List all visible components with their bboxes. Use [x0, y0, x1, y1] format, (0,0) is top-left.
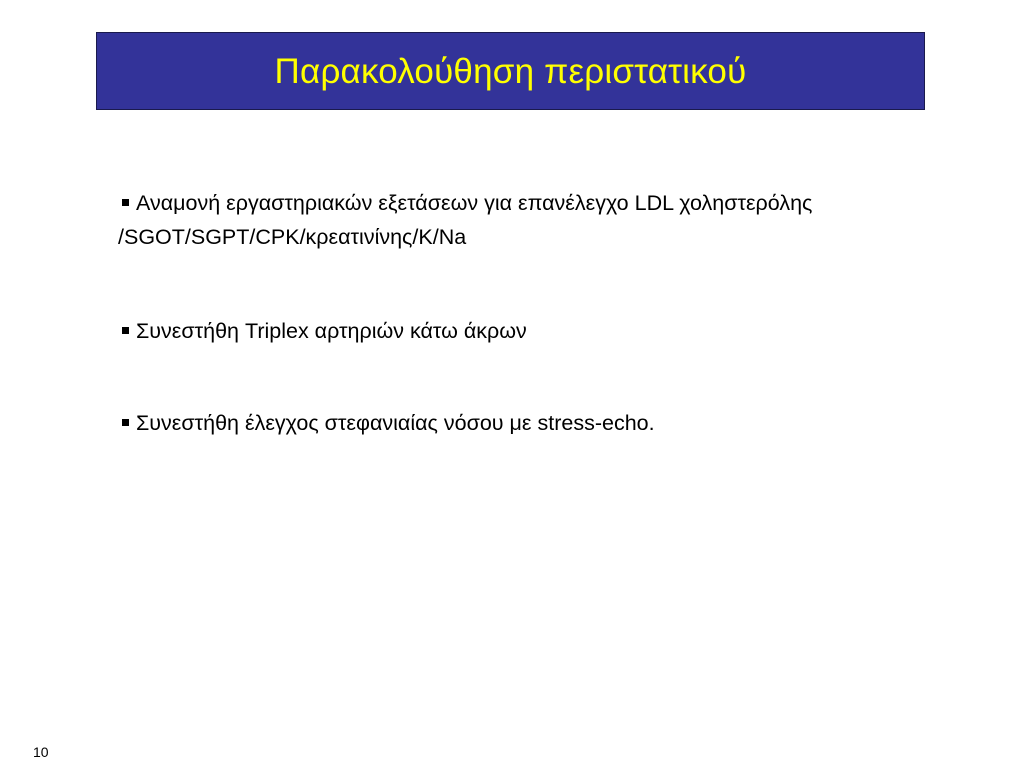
slide-title: Παρακολούθηση περιστατικού — [274, 51, 747, 91]
bullet-text-line2: /SGOT/SGPT/CPK/κρεατινίνης/K/Na — [118, 225, 467, 249]
square-bullet-icon — [122, 199, 129, 206]
square-bullet-icon — [122, 327, 129, 334]
page-number: 10 — [33, 744, 49, 760]
bullet-item-lab-tests — [118, 186, 958, 254]
slide-title-banner — [96, 32, 925, 110]
bullet-list — [118, 186, 958, 440]
bullet-text: Συνεστήθη Triplex αρτηριών κάτω άκρων — [136, 319, 527, 343]
bullet-item-stress-echo — [118, 406, 958, 440]
bullet-item-triplex — [118, 314, 958, 348]
bullet-text: Συνεστήθη έλεγχος στεφανιαίας νόσου με stress-echo. — [136, 411, 655, 435]
square-bullet-icon — [122, 419, 129, 426]
bullet-text-line1: Αναμονή εργαστηριακών εξετάσεων για επανέλεγχο LDL χοληστερόλης — [136, 191, 813, 215]
